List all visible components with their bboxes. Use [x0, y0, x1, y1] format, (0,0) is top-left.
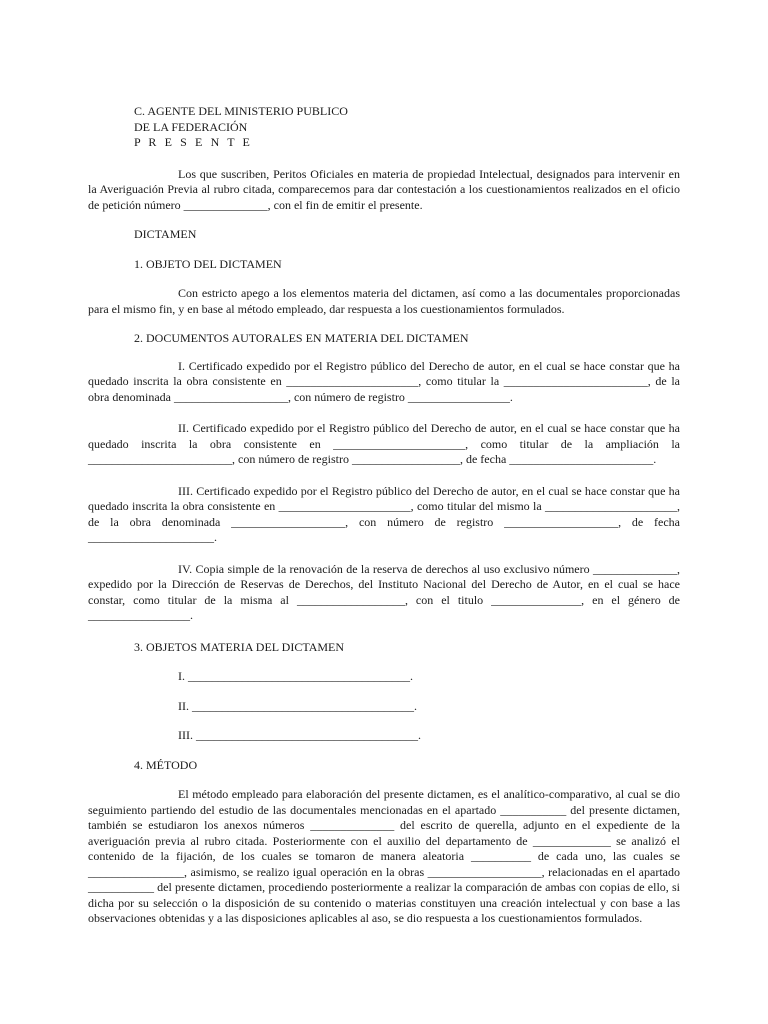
section-1-text: Con estricto apego a los elementos materia del dictamen, así como a las documentales proporcionadas para el mismo fin, y en base al método empleado, dar respuesta a los cuestionamientos formulados. — [88, 286, 680, 316]
section-3-item-2: II. _____________________________________. — [178, 698, 417, 713]
section-3-item-1: I. _____________________________________. — [178, 669, 413, 683]
section-2-item-3: III. Certificado expedido por el Registro público del Derecho de autor, en el cual se hace constar que ha quedado inscrita la obra consistente en ______________________, como titular del mismo la ______________________, de la obra denominada ___________________, con número de registro ___________________, de fecha _____________________. — [88, 483, 680, 544]
section-2-item-1: I. Certificado expedido por el Registro público del Derecho de autor, en el cual se hace constar que ha quedado inscrita la obra consistente en ______________________, como titular la ________________________, de la obra denominada ___________________, con número de registro _________________. — [88, 358, 680, 404]
section-2-item-2: II. Certificado expedido por el Registro público del Derecho de autor, en el cual se hace constar que ha quedado inscrita la obra consistente en ______________________, como titular de la ampliación la ________________________, con número de registro __________________, de fecha ________________________. — [88, 421, 680, 466]
section-3-item-3: III. _____________________________________. — [178, 728, 421, 742]
section-2-item-4: IV. Copia simple de la renovación de la reserva de derechos al uso exclusivo número ______________, expedido por la Dirección de Reservas de Derechos, del Instituto Nacional del Derecho de Autor, en el cual se hace constar, como titular de la misma al __________________, con el titulo _______________, en el género de _________________. — [88, 561, 680, 622]
section-1-heading: 1. OBJETO DEL DICTAMEN — [134, 256, 282, 271]
addressee-line-3: P R E S E N T E — [134, 135, 253, 149]
addressee-line-2: DE LA FEDERACIÓN — [134, 119, 248, 134]
document-page — [88, 104, 680, 927]
section-3-heading: 3. OBJETOS MATERIA DEL DICTAMEN — [134, 639, 345, 654]
addressee-line-1: C. AGENTE DEL MINISTERIO PUBLICO — [134, 104, 348, 118]
addressee-block — [134, 104, 680, 151]
section-4-heading: 4. MÉTODO — [134, 757, 198, 772]
section-4-text: El método empleado para elaboración del presente dictamen, es el analítico-comparativo, al cual se dio seguimiento partiendo del estudio de las documentales mencionadas en el apartado ___________ del presente dictamen, también se estudiaron los anexos números ______________ del escrito de querella, adjunto en el expediente de la averiguación previa al rubro citada. Posteriormente con el auxilio del departamento de _____________ se analizó el contenido de la fijación, de los cuales se tomaron de manera aleatoria __________ de cada uno, las cuales se ________________, asimismo, se realizo igual operación en la obras ___________________, relacionadas en el apartado ___________ del presente dictamen, procediendo posteriormente a realizar la comparación de ambas con copias de ello, si dicha por su selección o la disposición de su contenido o materias constituyen una creación intelectual y con base a las observaciones obtenidas y a las disposiciones aplicables al aso, se dio respuesta a los cuestionamientos formulados. — [88, 787, 680, 925]
section-2-heading: 2. DOCUMENTOS AUTORALES EN MATERIA DEL DICTAMEN — [134, 331, 469, 345]
intro-paragraph: Los que suscriben, Peritos Oficiales en materia de propiedad Intelectual, designados para intervenir en la Averiguación Previa al rubro citada, comparecemos para dar contestación a los cuestionamientos realizados en el oficio de petición número ______________, con el fin de emitir el presente. — [88, 166, 680, 212]
dictamen-title: DICTAMEN — [134, 227, 197, 241]
